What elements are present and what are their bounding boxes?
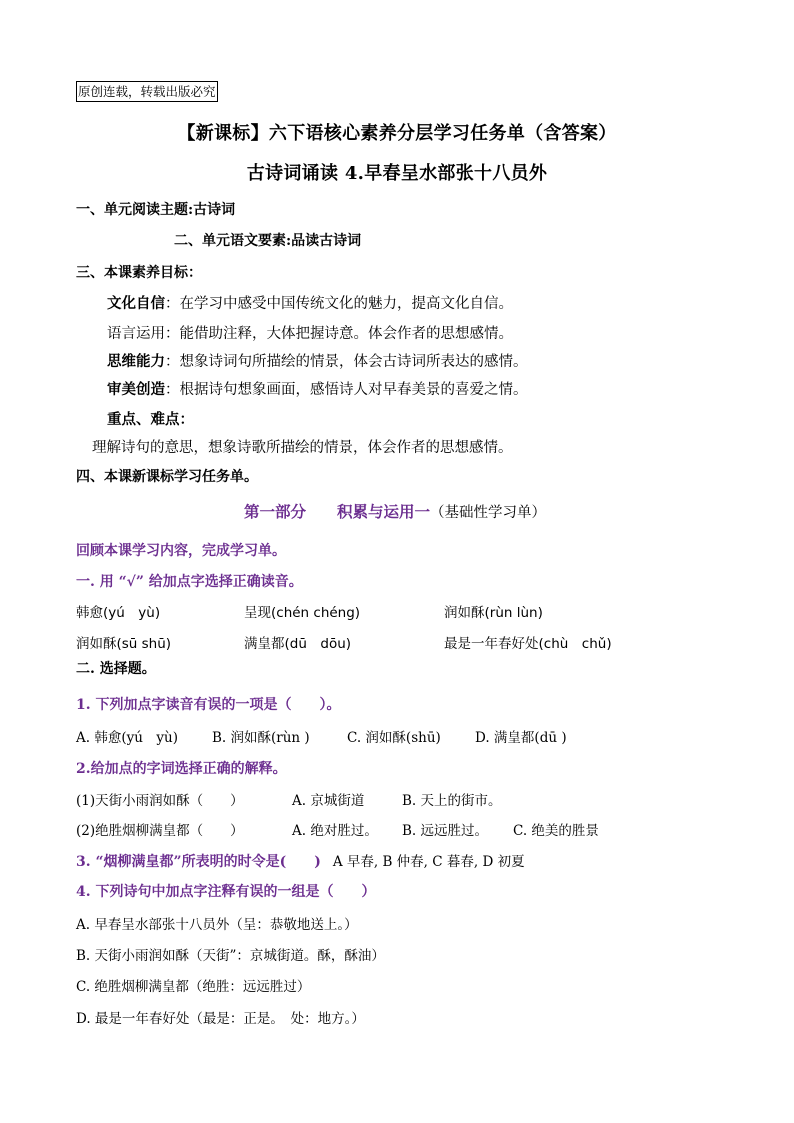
goal-label: 文化自信 (107, 295, 165, 312)
key-points-text: 理解诗句的意思，想象诗歌所描绘的情景，体会作者的思想感情。 (92, 440, 513, 456)
mc1-option: B. 润如酥(rùn ) (212, 730, 310, 746)
mc3-line (76, 850, 525, 871)
mc4-option: B. 天街小雨润如酥（天街”：京城街道。酥，酥油） (76, 948, 385, 964)
page-subtitle: 古诗词诵读 4.早春呈水部张十八员外 (246, 163, 548, 184)
section-unit-elements: 二、单元语文要素:品读古诗词 (174, 233, 362, 249)
pinyin-item: 最是一年春好处(chù chǔ) (444, 636, 612, 652)
key-points-label: 重点、难点： (107, 411, 194, 428)
section-goals-heading: 三、本课素养目标： (76, 265, 202, 281)
mc4-option: A. 早春呈水部张十八员外（呈：恭敬地送上。） (76, 917, 358, 933)
question-2-title: 二. 选择题。 (76, 661, 156, 677)
pinyin-item: 呈现(chén chéng) (244, 605, 361, 621)
question-1-title: 一. 用 “√” 给加点字选择正确读音。 (76, 574, 303, 590)
goal-item (107, 350, 528, 371)
mc2-option: A. 京城街道 (292, 793, 365, 809)
mc1-option: A. 韩愈(yú yù) (76, 730, 179, 746)
goal-text: ：在学习中感受中国传统文化的魅力，提高文化自信。 (165, 296, 513, 312)
goal-label: 思维能力 (107, 353, 165, 370)
mc4-option: D. 最是一年春好处（最是：正是。 处：地方。） (76, 1011, 365, 1027)
part-title: 第一部分 积累与运用一 (244, 502, 431, 521)
goal-item (107, 322, 513, 343)
mc1-option: C. 润如酥(shū) (347, 730, 441, 746)
goal-label: 审美创造 (107, 381, 165, 398)
pinyin-item: 润如酥(sū shū) (76, 636, 172, 652)
pinyin-item: 韩愈(yú yù) (76, 605, 161, 621)
mc2-item: (1)天街小雨润如酥（ ） (76, 793, 244, 809)
pinyin-item: 润如酥(rùn lùn) (444, 605, 543, 621)
mc1-option: D. 满皇都(dū ) (475, 730, 567, 746)
mc1-stem: 1. 下列加点字读音有误的一项是（ ）。 (76, 697, 341, 713)
mc4-stem: 4. 下列诗句中加点字注释有误的一组是（ ） (76, 884, 376, 900)
pinyin-item: 满皇都(dū dōu) (244, 636, 352, 652)
goal-text: ：能借助注释，大体把握诗意。体会作者的思想感情。 (165, 326, 513, 342)
mc2-option: A. 绝对胜过。 (292, 823, 378, 839)
part-heading (244, 500, 546, 522)
copyright-notice: 原创连载，转载出版必究 (76, 81, 218, 102)
goal-label: 语言运用 (107, 326, 165, 342)
goal-text: ：想象诗词句所描绘的情景，体会古诗词所表达的感情。 (165, 354, 528, 370)
mc2-stem: 2.给加点的字词选择正确的解释。 (76, 761, 287, 777)
goal-text: ：根据诗句想象画面，感悟诗人对早春美景的喜爱之情。 (165, 382, 528, 398)
mc2-option: C. 绝美的胜景 (513, 823, 599, 839)
review-instruction: 回顾本课学习内容，完成学习单。 (76, 543, 286, 559)
mc4-option: C. 绝胜烟柳满皇都（绝胜：远远胜过） (76, 979, 311, 995)
section-task-heading: 四、本课新课标学习任务单。 (76, 469, 258, 485)
goal-item (107, 292, 513, 313)
mc2-item: (2)绝胜烟柳满皇都（ ） (76, 823, 244, 839)
mc3-stem: 3. “烟柳满皇都”所表明的时令是( ) (76, 854, 321, 870)
mc2-option: B. 天上的街市。 (402, 793, 502, 809)
mc2-option: B. 远远胜过。 (402, 823, 489, 839)
page-title: 【新课标】六下语核心素养分层学习任务单（含答案） (177, 123, 617, 144)
mc3-options: A 早春, B 仲春, C 暮春, D 初夏 (332, 854, 525, 870)
goal-item (107, 378, 528, 399)
part-subtitle: （基础性学习单） (430, 505, 547, 521)
section-unit-theme: 一、单元阅读主题:古诗词 (76, 202, 236, 218)
